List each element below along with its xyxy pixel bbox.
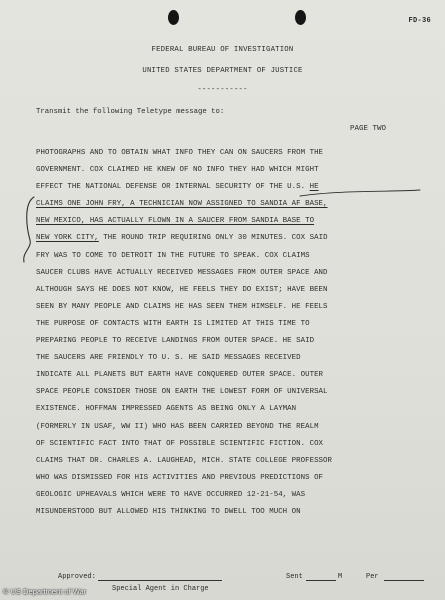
form-number: FD-36 (408, 17, 431, 25)
margin-bracket-stroke (24, 197, 34, 262)
approved-signature-line (98, 580, 222, 581)
underlined-line: CLAIMS ONE JOHN FRY, A TECHNICIAN NOW ASSIGNED TO SANDIA AF BASE, (36, 200, 328, 209)
underlined-text: HE (309, 183, 319, 192)
body-line: WHO WAS DISMISSED FOR HIS ACTIVITIES AND PREVIOUS PREDICTIONS OF (36, 473, 324, 482)
body-line: OF SCIENTIFIC FACT INTO THAT OF POSSIBLE SCIENTIFIC FICTION. COX (36, 439, 324, 448)
approved-label: Approved: (58, 573, 96, 581)
image-credit: © US Department of War (3, 587, 87, 596)
body-line: PHOTOGRAPHS AND TO OBTAIN WHAT INFO THEY CAN ON SAUCERS FROM THE (36, 149, 324, 157)
body-line-segment: EFFECT THE NATIONAL DEFENSE OR INTERNAL SECURITY OF THE U.S. (36, 183, 306, 192)
body-line (36, 179, 436, 196)
punch-hole-left (168, 10, 179, 25)
body-line-segment: THE ROUND TRIP REQUIRING ONLY 30 MINUTES. COX SAID (103, 234, 328, 243)
body-line: SAUCER CLUBS HAVE ACTUALLY RECEIVED MESSAGES FROM OUTER SPACE AND (36, 268, 328, 277)
body-line: CLAIMS THAT DR. CHARLES A. LAUGHEAD, MICH. STATE COLLEGE PROFESSOR (36, 456, 333, 465)
meridiem-label: M (338, 573, 343, 581)
body-line: THE PURPOSE OF CONTACTS WITH EARTH IS LIMITED AT THIS TIME TO (36, 319, 310, 328)
body-line: THE SAUCERS ARE FRIENDLY TO U. S. HE SAID MESSAGES RECEIVED (36, 354, 301, 363)
body-line (36, 230, 436, 247)
body-line: EXISTENCE. HOFFMAN IMPRESSED AGENTS AS BEING ONLY A LAYMAN (36, 405, 297, 414)
body-line: FRY WAS TO COME TO DETROIT IN THE FUTURE TO SPEAK. COX CLAIMS (36, 251, 310, 260)
body-line: PREPARING PEOPLE TO RECEIVE LANDINGS FROM OUTER SPACE. HE SAID (36, 337, 315, 346)
signer-caption: Special Agent in Charge (112, 585, 209, 593)
per-label: Per (366, 573, 379, 581)
transmit-instruction: Transmit the following Teletype message to: (36, 108, 225, 116)
header-rule: ----------- (197, 86, 248, 94)
body-line: SPACE PEOPLE CONSIDER THOSE ON EARTH THE LOWEST FORM OF UNIVERSAL (36, 388, 328, 397)
body-line-segment: GOVERNMENT. COX CLAIMED HE KNEW OF NO INFO THEY HAD WHICH MIGHT (36, 166, 319, 175)
body-line: INDICATE ALL PLANETS BUT EARTH HAVE CONQUERED OUTER SPACE. OUTER (36, 371, 324, 380)
page-label: PAGE TWO (350, 125, 387, 133)
body-line: (FORMERLY IN USAF, WW II) WHO HAS BEEN CARRIED BEYOND THE REALM (36, 422, 319, 431)
underlined-text: NEW YORK CITY, (36, 234, 99, 243)
agency-heading: FEDERAL BUREAU OF INVESTIGATION (151, 46, 294, 54)
sent-label: Sent (286, 573, 303, 581)
body-line: GEOLOGIC UPHEAVALS WHICH WERE TO HAVE OCCURRED 12-21-54, WAS (36, 490, 306, 499)
message-body (36, 145, 436, 521)
underlined-line: NEW MEXICO, HAS ACTUALLY FLOWN IN A SAUCER FROM SANDIA BASE TO (36, 217, 315, 226)
department-heading: UNITED STATES DEPARTMENT OF JUSTICE (142, 67, 303, 75)
per-line (384, 580, 424, 581)
punch-hole-right (295, 10, 306, 25)
body-line (36, 162, 436, 179)
sent-time-line (306, 580, 336, 581)
body-line: ALTHOUGH SAYS HE DOES NOT KNOW, HE FEELS THEY DO EXIST; HAVE BEEN (36, 285, 328, 294)
body-line: SEEN BY MANY PEOPLE AND CLAIMS HE HAS SEEN THEM HIMSELF. HE FEELS (36, 302, 328, 311)
body-line: MISUNDERSTOOD BUT ALLOWED HIS THINKING TO DWELL TOO MUCH ON (36, 507, 301, 516)
